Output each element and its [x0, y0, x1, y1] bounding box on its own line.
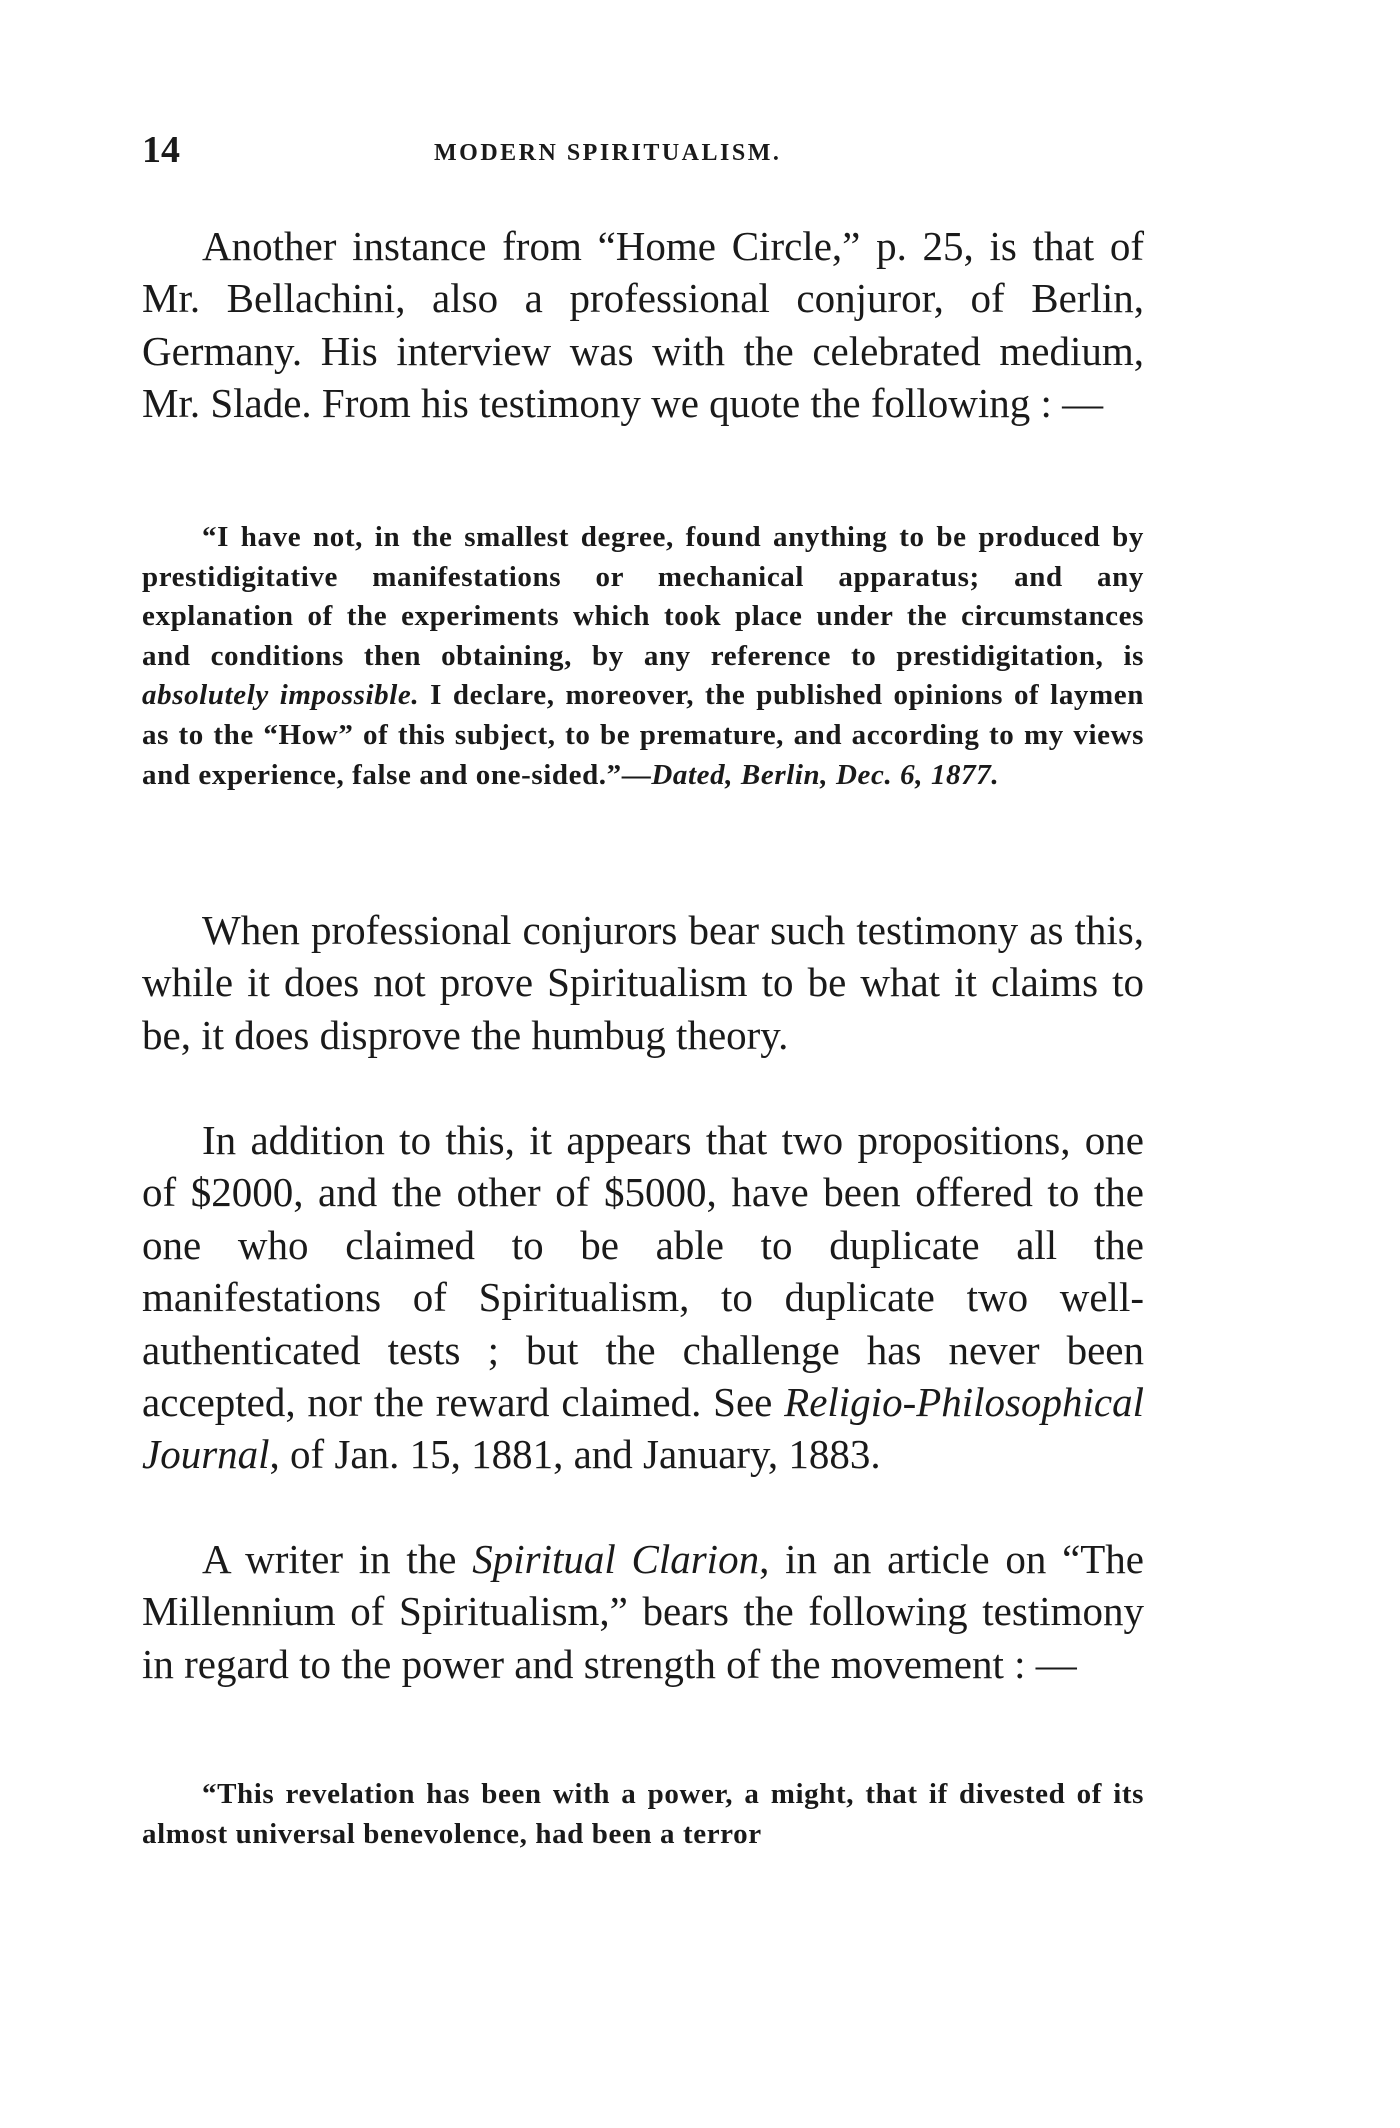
paragraph-text: Another instance from “Home Circle,” p. 25, is that of Mr. Bellachini, also a professional conjuror, of Berlin, Germany. His interview was with the celebrated medium, Mr. Slade. From his testimony we quote the following : —: [142, 223, 1144, 427]
quote-attribution: Dated, Berlin, Dec. 6, 1877.: [651, 758, 1000, 791]
quote-text: “This revelation has been with a power, a might, that if divested of its almost universal benevolence, had been a terror: [142, 1778, 1144, 1850]
blockquote-bellachini: [142, 518, 1144, 795]
paragraph-text: In addition to this, it appears that two propositions, one of $2000, and the other of $5000, have been offered to the one who claimed to be able to duplicate all the manifestations of Spiritualism, to duplicate two well-authenticated tests ; but the challenge has never been accepted, nor the reward claimed. See: [142, 1117, 1144, 1426]
blockquote-revelation: [142, 1775, 1144, 1854]
quote-text: “I have not, in the smallest degree, found anything to be produced by prestidigitative manifestations or mechanical apparatus; and any explanation of the experiments which took place under the circumstances and conditions then obtaining, by any reference to prestidigitation, is: [142, 521, 1144, 672]
journal-title: Religio-Philosophical Journal: [142, 1379, 1144, 1478]
quote-text-continued: I declare, moreover, the published opinions of laymen as to the “How” of this subject, to be premature, and according to my views and experience, false and one-sided.”—: [142, 679, 1144, 791]
paragraph-spiritual-clarion: [142, 1533, 1144, 1690]
paragraph-text-continued: , of Jan. 15, 1881, and January, 1883.: [269, 1431, 881, 1478]
running-title: MODERN SPIRITUALISM.: [434, 140, 782, 166]
paragraph-conjurors-testimony: [142, 904, 1144, 1061]
paragraph-text-continued: , in an article on “The Millennium of Spiritualism,” bears the following testimony in regard to the power and strength of the movement : —: [142, 1536, 1145, 1687]
page-number: 14: [142, 129, 180, 171]
paragraph-bellachini-intro: [142, 220, 1144, 430]
quote-emphasis: absolutely impossible.: [142, 679, 420, 712]
page-header: [142, 128, 1144, 178]
paragraph-text: When professional conjurors bear such testimony as this, while it does not prove Spiritualism to be what it claims to be, it does disprove the humbug theory.: [142, 907, 1144, 1058]
paragraph-text: A writer in the: [202, 1536, 473, 1582]
publication-title: Spiritual Clarion: [472, 1536, 760, 1582]
paragraph-propositions: [142, 1114, 1144, 1481]
